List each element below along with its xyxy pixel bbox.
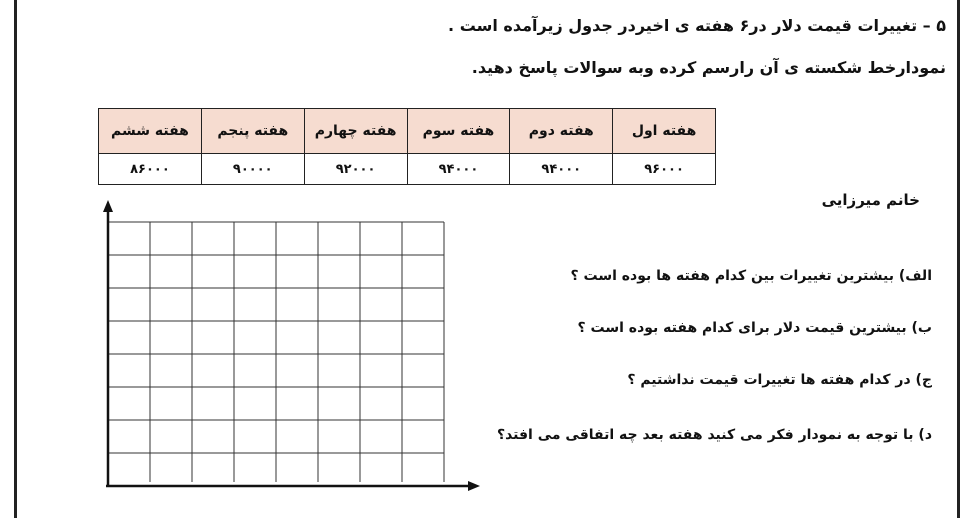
table-value-cell: ۸۶۰۰۰ [99,154,202,185]
table-header-cell: هفته اول [613,109,716,154]
grid-lines [108,222,444,482]
table-value-row [99,154,716,185]
table-header-cell: هفته پنجم [201,109,304,154]
table-header-cell: هفته ششم [99,109,202,154]
y-axis-arrow [103,200,113,212]
table-value-cell: ۹۶۰۰۰ [613,154,716,185]
question-c: ج) در کدام هفته ها تغییرات قیمت نداشتیم ؟ [627,372,932,388]
blank-graph-grid [90,196,490,498]
table-header-cell: هفته دوم [510,109,613,154]
question-a: الف) بیشترین تغییرات بین کدام هفته ها بوده است ؟ [570,268,932,284]
question-b: ب) بیشترین قیمت دلار برای کدام هفته بوده است ؟ [577,320,932,336]
table-header-cell: هفته چهارم [304,109,407,154]
table-value-cell: ۹۰۰۰۰ [201,154,304,185]
table-value-cell: ۹۴۰۰۰ [407,154,510,185]
question-5-line-2: نمودارخط شکسته ی آن رارسم کرده وبه سوالات پاسخ دهید. [471,58,946,77]
table-value-cell: ۹۴۰۰۰ [510,154,613,185]
dollar-price-table [98,108,716,185]
table-value-cell: ۹۲۰۰۰ [304,154,407,185]
table-header-cell: هفته سوم [407,109,510,154]
question-5-line-1: ۵ – تغییرات قیمت دلار در۶ هفته ی اخیردر جدول زیرآمده است . [448,16,946,35]
question-d: د) با توجه به نمودار فکر می کنید هفته بعد چه اتفاقی می افتد؟ [496,427,932,443]
teacher-name: خانم میرزایی [821,191,920,209]
x-axis-arrow [468,481,480,491]
table-header-row [99,109,716,154]
